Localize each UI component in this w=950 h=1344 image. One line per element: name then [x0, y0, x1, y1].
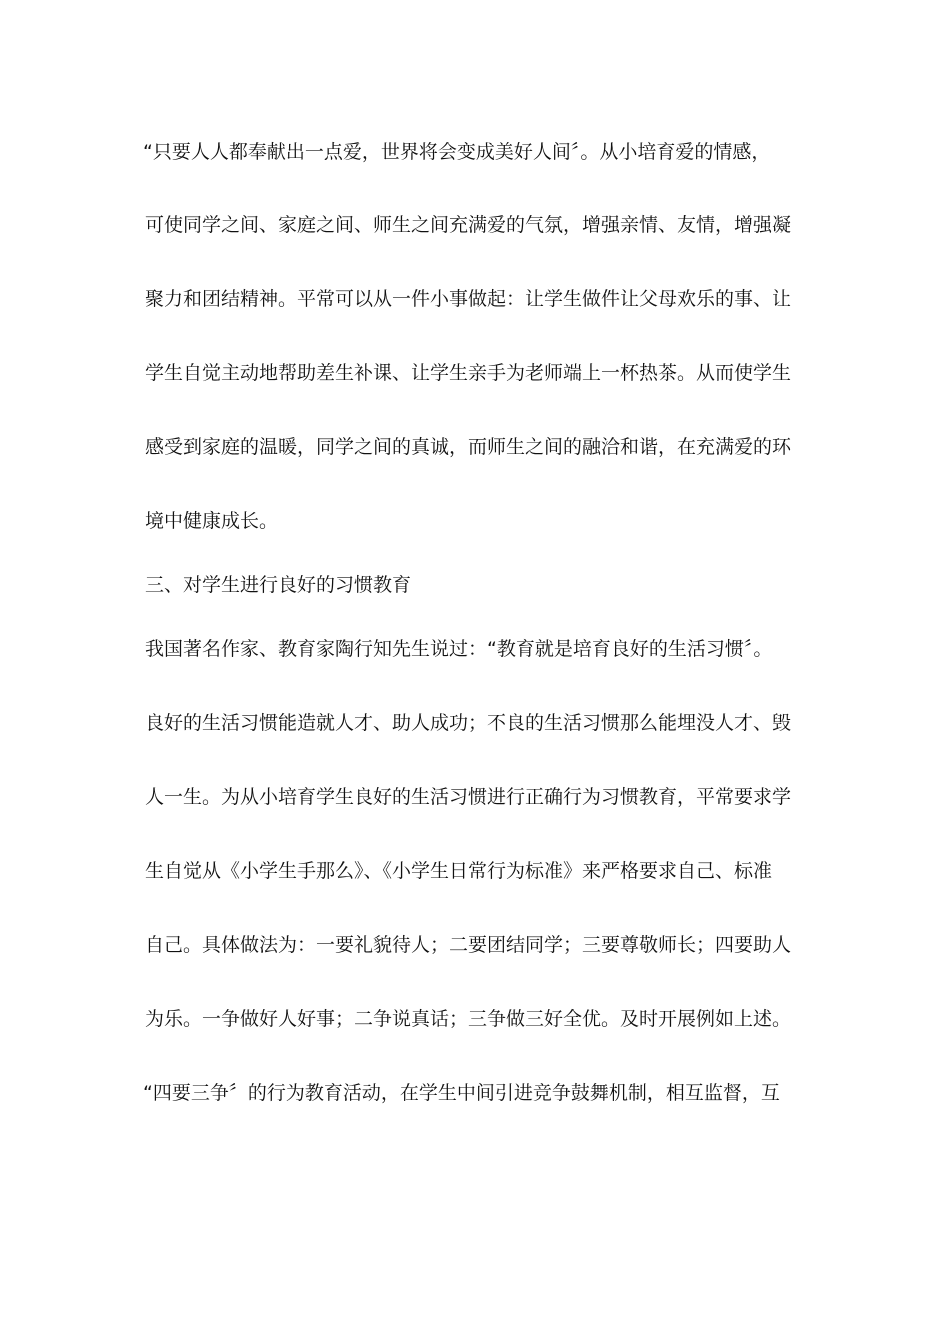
- paragraph-line: 聚力和团结精神。平常可以从一件小事做起：让学生做件让父母欢乐的事、让: [145, 288, 792, 310]
- paragraph-line: 人一生。为从小培育学生良好的生活习惯进行正确行为习惯教育，平常要求学: [145, 786, 792, 808]
- paragraph-line: 自己。具体做法为：一要礼貌待人；二要团结同学；三要尊敬师长；四要助人: [145, 934, 792, 956]
- paragraph-line: 生自觉从《小学生手那么》、《小学生日常行为标准》来严格要求自己、标准: [145, 860, 773, 882]
- paragraph-line: “只要人人都奉献出一点爱，世界将会变成美好人间〞。从小培育爱的情感，: [143, 141, 771, 163]
- paragraph-line: 良好的生活习惯能造就人才、助人成功；不良的生活习惯那么能埋没人才、毁: [145, 712, 792, 734]
- paragraph-line: 境中健康成长。: [145, 510, 279, 532]
- paragraph-line: 学生自觉主动地帮助差生补课、让学生亲手为老师端上一杯热茶。从而使学生: [145, 362, 792, 384]
- paragraph-line: 可使同学之间、家庭之间、师生之间充满爱的气氛，增强亲情、友情，增强凝: [145, 214, 792, 236]
- paragraph-line: “四要三争〞的行为教育活动，在学生中间引进竞争鼓舞机制，相互监督，互: [143, 1082, 780, 1104]
- paragraph-line: 为乐。一争做好人好事；二争说真话；三争做三好全优。及时开展例如上述。: [145, 1008, 792, 1030]
- paragraph-line: 我国著名作家、教育家陶行知先生说过：“教育就是培育良好的生活习惯〞。: [145, 638, 773, 660]
- section-heading: 三、对学生进行良好的习惯教育: [145, 574, 412, 596]
- paragraph-line: 感受到家庭的温暖，同学之间的真诚，而师生之间的融洽和谐，在充满爱的环: [145, 436, 792, 458]
